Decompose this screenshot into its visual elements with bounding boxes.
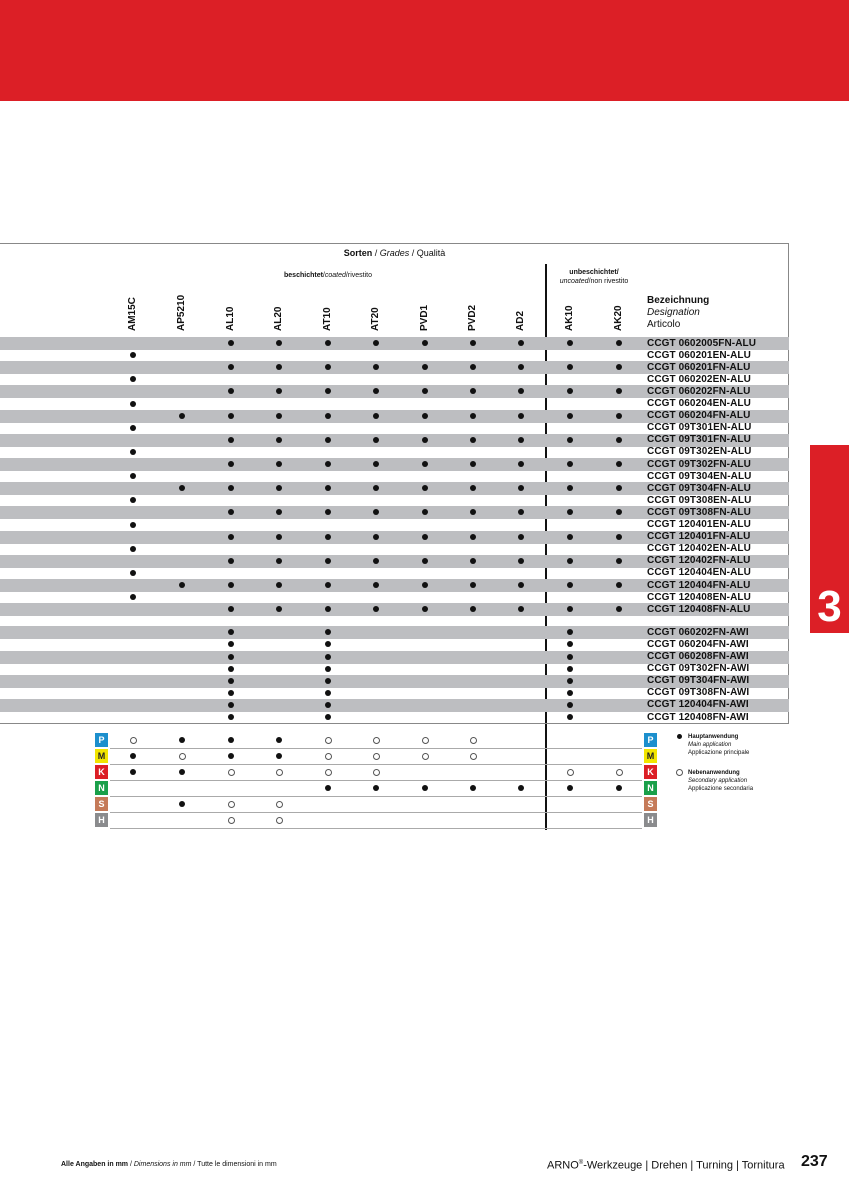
grade-header-am15c: AM15C bbox=[127, 297, 138, 331]
grade-mark-dot bbox=[373, 413, 379, 419]
grade-mark-dot bbox=[616, 582, 622, 588]
grade-mark-dot bbox=[325, 678, 331, 684]
grade-mark-dot bbox=[422, 437, 428, 443]
designation-cell: CCGT 120408FN-ALU bbox=[647, 603, 751, 615]
table-top-border bbox=[0, 243, 789, 244]
designation-cell: CCGT 120404EN-ALU bbox=[647, 567, 751, 579]
grade-mark-dot bbox=[616, 413, 622, 419]
secondary-application-ring bbox=[228, 801, 235, 808]
secondary-application-ring bbox=[616, 769, 623, 776]
designation-cell: CCGT 060202EN-ALU bbox=[647, 373, 751, 385]
grade-mark-dot bbox=[470, 461, 476, 467]
grade-mark-dot bbox=[130, 473, 136, 479]
grade-mark-dot bbox=[228, 558, 234, 564]
grade-mark-dot bbox=[325, 558, 331, 564]
grade-mark-dot bbox=[567, 654, 573, 660]
grade-header-ap5210: AP5210 bbox=[176, 294, 187, 331]
grade-mark-dot bbox=[470, 534, 476, 540]
designation-cell: CCGT 060204FN-ALU bbox=[647, 410, 751, 422]
grade-mark-dot bbox=[373, 461, 379, 467]
grade-mark-dot bbox=[373, 340, 379, 346]
grade-header-ak10: AK10 bbox=[564, 305, 575, 331]
grade-mark-dot bbox=[325, 666, 331, 672]
grade-mark-dot bbox=[422, 558, 428, 564]
designation-cell: CCGT 120408EN-ALU bbox=[647, 591, 751, 603]
grade-mark-dot bbox=[228, 690, 234, 696]
grade-header-al10: AL10 bbox=[225, 306, 236, 331]
grade-mark-dot bbox=[518, 413, 524, 419]
legend-main-de: Hauptanwendung bbox=[688, 734, 739, 740]
grade-mark-dot bbox=[228, 654, 234, 660]
material-row-line bbox=[110, 828, 642, 829]
secondary-application-ring bbox=[276, 817, 283, 824]
designation-cell: CCGT 120401FN-ALU bbox=[647, 531, 751, 543]
grade-mark-dot bbox=[470, 582, 476, 588]
grades-title: Sorten / Grades / Qualità bbox=[343, 248, 446, 258]
grade-mark-dot bbox=[373, 582, 379, 588]
grade-mark-dot bbox=[422, 461, 428, 467]
grade-mark-dot bbox=[470, 340, 476, 346]
grade-mark-dot bbox=[373, 437, 379, 443]
grade-mark-dot bbox=[567, 437, 573, 443]
material-badge-k: K bbox=[95, 765, 108, 779]
grade-mark-dot bbox=[130, 425, 136, 431]
grade-mark-dot bbox=[325, 582, 331, 588]
grade-mark-dot bbox=[325, 654, 331, 660]
secondary-application-icon bbox=[676, 769, 683, 776]
grade-mark-dot bbox=[228, 437, 234, 443]
grade-mark-dot bbox=[567, 413, 573, 419]
material-row-line bbox=[110, 796, 642, 797]
secondary-application-ring bbox=[422, 737, 429, 744]
grade-mark-dot bbox=[518, 437, 524, 443]
designation-cell: CCGT 0602005FN-ALU bbox=[647, 337, 757, 349]
grade-mark-dot bbox=[567, 666, 573, 672]
material-badge-right-p: P bbox=[644, 733, 657, 747]
grade-mark-dot bbox=[228, 413, 234, 419]
grade-mark-dot bbox=[616, 534, 622, 540]
secondary-application-ring bbox=[228, 769, 235, 776]
grade-mark-dot bbox=[228, 340, 234, 346]
main-application-dot bbox=[276, 753, 282, 759]
main-application-dot bbox=[325, 785, 331, 791]
grade-mark-dot bbox=[567, 678, 573, 684]
material-badge-n: N bbox=[95, 781, 108, 795]
designation-cell: CCGT 09T304FN-AWI bbox=[647, 675, 750, 687]
secondary-application-ring bbox=[325, 737, 332, 744]
grade-mark-dot bbox=[276, 413, 282, 419]
grade-mark-dot bbox=[130, 449, 136, 455]
material-row-line bbox=[110, 780, 642, 781]
designation-cell: CCGT 060201EN-ALU bbox=[647, 349, 751, 361]
grade-mark-dot bbox=[470, 437, 476, 443]
designation-cell: CCGT 09T301EN-ALU bbox=[647, 422, 752, 434]
grade-mark-dot bbox=[325, 641, 331, 647]
legend-secondary-en: Secondary application bbox=[688, 778, 748, 784]
grade-mark-dot bbox=[228, 641, 234, 647]
main-application-dot bbox=[130, 769, 136, 775]
grade-mark-dot bbox=[567, 702, 573, 708]
material-badge-right-s: S bbox=[644, 797, 657, 811]
secondary-application-ring bbox=[179, 753, 186, 760]
grade-mark-dot bbox=[325, 340, 331, 346]
footer-dimensions-note: Alle Angaben in mm / Dimensions in mm / Tutte le dimensioni in mm bbox=[61, 1161, 277, 1168]
grade-mark-dot bbox=[130, 401, 136, 407]
main-application-icon bbox=[677, 734, 682, 739]
grade-mark-dot bbox=[276, 558, 282, 564]
designation-cell: CCGT 09T304FN-ALU bbox=[647, 482, 751, 494]
grade-mark-dot bbox=[325, 461, 331, 467]
grade-header-at20: AT20 bbox=[370, 307, 381, 331]
designation-cell: CCGT 060202FN-AWI bbox=[647, 626, 749, 638]
designation-cell: CCGT 060201FN-ALU bbox=[647, 361, 751, 373]
grade-mark-dot bbox=[130, 522, 136, 528]
secondary-application-ring bbox=[373, 737, 380, 744]
grade-mark-dot bbox=[567, 690, 573, 696]
secondary-application-ring bbox=[373, 769, 380, 776]
grade-mark-dot bbox=[228, 678, 234, 684]
grade-mark-dot bbox=[470, 413, 476, 419]
grade-mark-dot bbox=[276, 534, 282, 540]
designation-cell: CCGT 060208FN-AWI bbox=[647, 651, 749, 662]
grade-mark-dot bbox=[325, 690, 331, 696]
grade-mark-dot bbox=[228, 534, 234, 540]
designation-cell: CCGT 09T302EN-ALU bbox=[647, 446, 752, 458]
page-number: 237 bbox=[801, 1153, 828, 1170]
main-application-dot bbox=[179, 769, 185, 775]
rows-bottom-line bbox=[0, 723, 789, 724]
main-application-dot bbox=[228, 753, 234, 759]
grade-mark-dot bbox=[518, 461, 524, 467]
secondary-application-ring bbox=[470, 737, 477, 744]
designation-cell: CCGT 120404FN-ALU bbox=[647, 579, 751, 591]
grade-mark-dot bbox=[276, 582, 282, 588]
grade-mark-dot bbox=[616, 558, 622, 564]
secondary-application-ring bbox=[325, 753, 332, 760]
material-row-line bbox=[110, 748, 642, 749]
secondary-application-ring bbox=[470, 753, 477, 760]
grade-mark-dot bbox=[616, 461, 622, 467]
grade-mark-dot bbox=[567, 714, 573, 720]
chapter-number: 3 bbox=[817, 582, 842, 631]
grade-mark-dot bbox=[422, 534, 428, 540]
grade-mark-dot bbox=[228, 714, 234, 720]
designation-cell: CCGT 060204EN-ALU bbox=[647, 398, 751, 409]
grade-mark-dot bbox=[228, 582, 234, 588]
designation-cell: CCGT 120402FN-ALU bbox=[647, 555, 751, 567]
grade-header-pvd1: PVD1 bbox=[419, 304, 430, 331]
grade-mark-dot bbox=[567, 340, 573, 346]
material-badge-s: S bbox=[95, 797, 108, 811]
designation-cell: CCGT 09T302FN-ALU bbox=[647, 458, 751, 470]
designation-cell: CCGT 09T304EN-ALU bbox=[647, 470, 752, 482]
grade-mark-dot bbox=[325, 534, 331, 540]
material-row-line bbox=[110, 812, 642, 813]
material-badge-right-n: N bbox=[644, 781, 657, 795]
grade-header-pvd2: PVD2 bbox=[467, 304, 478, 331]
legend-secondary-de: Nebenanwendung bbox=[688, 770, 740, 776]
designation-cell: CCGT 09T308FN-AWI bbox=[647, 687, 750, 699]
grade-mark-dot bbox=[518, 558, 524, 564]
grade-mark-dot bbox=[276, 340, 282, 346]
grade-mark-dot bbox=[179, 413, 185, 419]
grade-mark-dot bbox=[325, 702, 331, 708]
secondary-application-ring bbox=[325, 769, 332, 776]
legend-secondary-it: Applicazione secondaria bbox=[688, 786, 754, 792]
grade-mark-dot bbox=[422, 413, 428, 419]
designation-cell: CCGT 09T301FN-ALU bbox=[647, 434, 751, 446]
main-application-dot bbox=[422, 785, 428, 791]
secondary-application-ring bbox=[422, 753, 429, 760]
grade-mark-dot bbox=[228, 666, 234, 672]
grade-mark-dot bbox=[130, 594, 136, 600]
grade-mark-dot bbox=[518, 340, 524, 346]
material-badge-h: H bbox=[95, 813, 108, 827]
grade-mark-dot bbox=[616, 340, 622, 346]
legend-main-it: Applicazione principale bbox=[688, 750, 750, 756]
grade-mark-dot bbox=[130, 570, 136, 576]
main-application-dot bbox=[130, 753, 136, 759]
footer-breadcrumb: ARNO®-Werkzeuge | Drehen | Turning | Tornitura bbox=[547, 1159, 785, 1172]
grade-mark-dot bbox=[373, 534, 379, 540]
designation-cell: CCGT 120401EN-ALU bbox=[647, 519, 751, 530]
secondary-application-ring bbox=[130, 737, 137, 744]
main-application-dot bbox=[179, 801, 185, 807]
designation-cell: CCGT 09T302FN-AWI bbox=[647, 663, 750, 675]
grade-mark-dot bbox=[567, 461, 573, 467]
grade-mark-dot bbox=[422, 340, 428, 346]
grade-mark-dot bbox=[325, 714, 331, 720]
designation-cell: CCGT 060204FN-AWI bbox=[647, 638, 749, 650]
legend-main-en: Main application bbox=[688, 742, 732, 748]
designation-cell: CCGT 120404FN-AWI bbox=[647, 699, 749, 711]
grade-mark-dot bbox=[130, 376, 136, 382]
grade-header-al20: AL20 bbox=[273, 306, 284, 331]
main-application-dot bbox=[567, 785, 573, 791]
main-application-dot bbox=[518, 785, 524, 791]
designation-cell: CCGT 09T308FN-ALU bbox=[647, 506, 751, 518]
main-application-dot bbox=[276, 737, 282, 743]
grade-mark-dot bbox=[130, 546, 136, 552]
grade-mark-dot bbox=[228, 702, 234, 708]
grade-header-at10: AT10 bbox=[322, 307, 333, 331]
secondary-application-ring bbox=[276, 769, 283, 776]
secondary-application-ring bbox=[567, 769, 574, 776]
material-badge-m: M bbox=[95, 749, 108, 763]
grade-header-ad2: AD2 bbox=[515, 310, 526, 331]
grade-mark-dot bbox=[567, 582, 573, 588]
main-application-dot bbox=[470, 785, 476, 791]
main-application-dot bbox=[373, 785, 379, 791]
grade-mark-dot bbox=[130, 352, 136, 358]
material-badge-p: P bbox=[95, 733, 108, 747]
grade-mark-dot bbox=[567, 534, 573, 540]
coated-label: beschichtet/coated/rivestito bbox=[284, 272, 372, 279]
grade-mark-dot bbox=[276, 437, 282, 443]
grade-mark-dot bbox=[325, 437, 331, 443]
grade-mark-dot bbox=[228, 461, 234, 467]
grade-mark-dot bbox=[325, 413, 331, 419]
grade-mark-dot bbox=[276, 461, 282, 467]
grade-mark-dot bbox=[130, 497, 136, 503]
grade-mark-dot bbox=[373, 558, 379, 564]
designation-cell: CCGT 060202FN-ALU bbox=[647, 385, 751, 397]
grade-mark-dot bbox=[179, 582, 185, 588]
main-application-dot bbox=[179, 737, 185, 743]
material-row-line bbox=[110, 764, 642, 765]
grade-mark-dot bbox=[422, 582, 428, 588]
grade-mark-dot bbox=[518, 534, 524, 540]
designation-cell: CCGT 120402EN-ALU bbox=[647, 543, 751, 555]
designation-cell: CCGT 120408FN-AWI bbox=[647, 711, 749, 723]
designation-header: Bezeichnung Designation Articolo bbox=[647, 295, 710, 330]
grade-mark-dot bbox=[518, 582, 524, 588]
grade-mark-dot bbox=[567, 641, 573, 647]
main-application-dot bbox=[228, 737, 234, 743]
material-badge-right-h: H bbox=[644, 813, 657, 827]
uncoated-label: unbeschichtet/ uncoated/non rivestito bbox=[559, 269, 629, 285]
material-badge-right-k: K bbox=[644, 765, 657, 779]
grade-mark-dot bbox=[470, 558, 476, 564]
main-application-dot bbox=[616, 785, 622, 791]
grade-header-ak20: AK20 bbox=[613, 305, 624, 331]
secondary-application-ring bbox=[373, 753, 380, 760]
secondary-application-ring bbox=[276, 801, 283, 808]
designation-cell: CCGT 09T308EN-ALU bbox=[647, 494, 752, 506]
grade-mark-dot bbox=[567, 558, 573, 564]
grade-mark-dot bbox=[616, 437, 622, 443]
secondary-application-ring bbox=[228, 817, 235, 824]
material-badge-right-m: M bbox=[644, 749, 657, 763]
